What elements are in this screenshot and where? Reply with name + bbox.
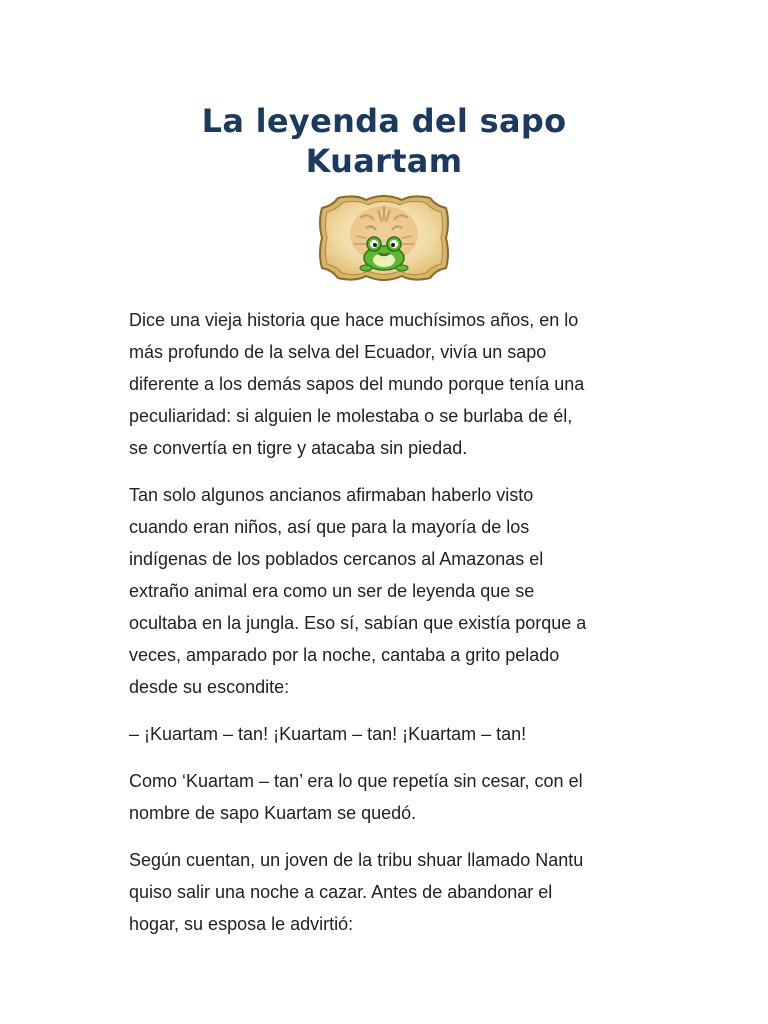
tiger-frog-emblem-icon	[316, 192, 452, 284]
text-line: extraño animal era como un ser de leyenda que se	[129, 581, 535, 601]
page-title	[150, 101, 618, 181]
text-line: hogar, su esposa le advirtió:	[129, 914, 354, 934]
text-line: cuando eran niños, así que para la mayoría de los	[129, 517, 530, 537]
text-line: diferente a los demás sapos del mundo porque tenía una	[129, 374, 585, 394]
text-line: más profundo de la selva del Ecuador, vivía un sapo	[129, 342, 547, 362]
text-line: Según cuentan, un joven de la tribu shuar llamado Nantu	[129, 850, 584, 870]
story-body	[129, 304, 649, 955]
paragraph	[129, 718, 649, 750]
text-line: se convertía en tigre y atacaba sin piedad.	[129, 438, 468, 458]
text-line: desde su escondite:	[129, 677, 290, 697]
paragraph	[129, 844, 649, 940]
text-line: – ¡Kuartam – tan! ¡Kuartam – tan! ¡Kuartam – tan!	[129, 724, 527, 744]
text-line: ocultaba en la jungla. Eso sí, sabían que existía porque a	[129, 613, 587, 633]
paragraph	[129, 304, 649, 464]
paragraph	[129, 765, 649, 829]
text-line: veces, amparado por la noche, cantaba a grito pelado	[129, 645, 560, 665]
text-line: peculiaridad: si alguien le molestaba o se burlaba de él,	[129, 406, 573, 426]
text-line: Tan solo algunos ancianos afirmaban haberlo visto	[129, 485, 534, 505]
text-line: quiso salir una noche a cazar. Antes de abandonar el	[129, 882, 553, 902]
text-line: indígenas de los poblados cercanos al Amazonas el	[129, 549, 544, 569]
title-line: Kuartam	[305, 142, 463, 180]
title-line: La leyenda del sapo	[201, 102, 567, 140]
text-line: Como ‘Kuartam – tan’ era lo que repetía sin cesar, con el	[129, 771, 583, 791]
text-line: nombre de sapo Kuartam se quedó.	[129, 803, 417, 823]
paragraph	[129, 479, 649, 703]
text-line: Dice una vieja historia que hace muchísimos años, en lo	[129, 310, 579, 330]
